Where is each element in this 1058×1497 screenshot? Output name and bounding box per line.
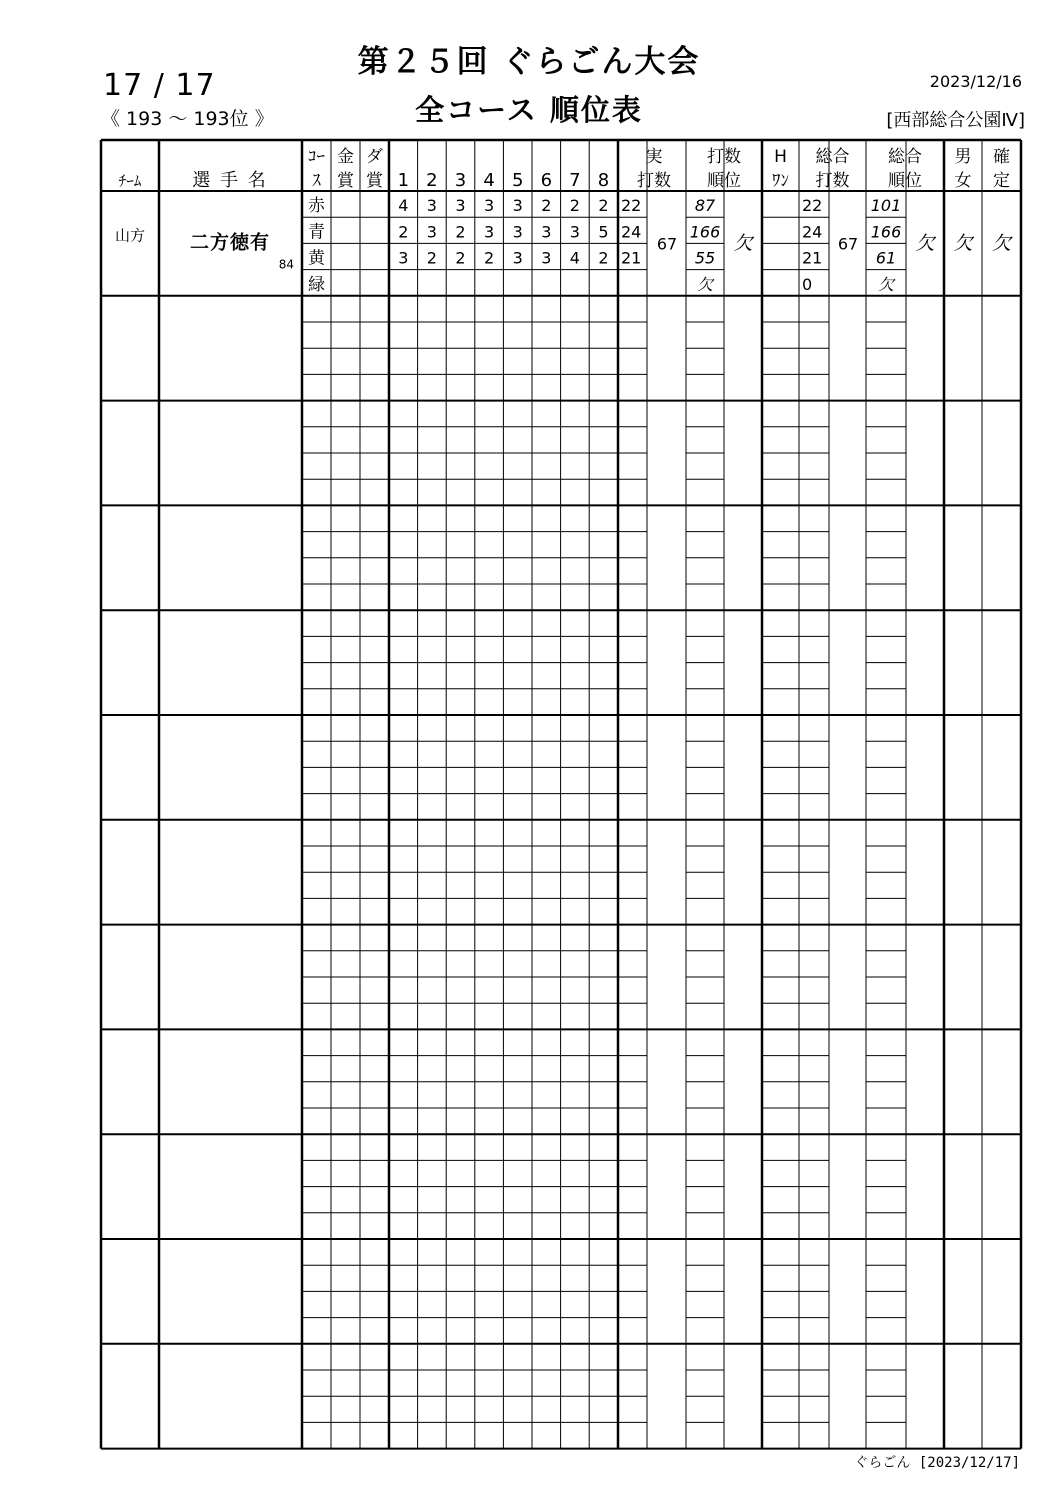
rank-range: 《 193 ～ 193位 》: [101, 108, 274, 130]
hole-score: 2: [598, 196, 609, 216]
player-team: 山方: [114, 226, 146, 245]
hole-score: 3: [541, 248, 552, 268]
course-rank: 欠: [696, 274, 714, 294]
header-hole: 7: [569, 170, 581, 191]
course-total-rank: 166: [870, 222, 902, 242]
course-total-strokes: 21: [802, 248, 823, 268]
header-stroke-rank-1: 打数: [707, 147, 741, 167]
header-course-2: ｽ: [312, 171, 321, 191]
hole-score: 3: [426, 222, 437, 242]
player-name: 二方徳有: [189, 231, 271, 254]
hole-score: 2: [455, 222, 466, 242]
actual-strokes: 67: [656, 234, 678, 254]
course-rank: 55: [694, 248, 716, 268]
hole-score: 3: [484, 222, 495, 242]
header-hole: 4: [483, 170, 495, 191]
hole-score: 3: [541, 222, 552, 242]
header-actual-2: 打数: [637, 171, 671, 191]
header-course-1: ｺｰ: [308, 147, 325, 167]
hole-score: 2: [484, 248, 495, 268]
page-subtitle: 全コース 順位表: [415, 93, 643, 127]
hole-score: 2: [569, 196, 580, 216]
header-team: ﾁｰﾑ: [118, 172, 142, 190]
course-rank: 166: [689, 222, 721, 242]
header-total-strokes-1: 総合: [815, 147, 850, 167]
header-hole: 3: [454, 170, 467, 191]
hole-score: 2: [455, 248, 466, 268]
course-total: 22: [621, 196, 642, 216]
stroke-rank: 欠: [733, 232, 753, 255]
hole-score: 3: [512, 222, 523, 242]
gender: 欠: [953, 232, 973, 255]
grand-total: 67: [837, 234, 859, 254]
hole-score: 2: [398, 222, 409, 242]
hole-score: 3: [569, 222, 580, 242]
venue: [西部総合公園Ⅳ]: [886, 110, 1025, 131]
course-total: 21: [621, 248, 642, 268]
course-name: 赤: [308, 196, 325, 217]
grand-rank: 欠: [915, 232, 935, 255]
course-total-strokes: 22: [802, 196, 823, 216]
hole-score: 3: [398, 248, 409, 268]
header-total-strokes-2: 打数: [815, 171, 850, 191]
confirmed: 欠: [991, 232, 1012, 255]
course-name: 青: [308, 222, 325, 243]
header-hole-in-one-2: ﾜﾝ: [772, 171, 789, 191]
header-da-1: ダ: [366, 147, 383, 167]
header-hole: 8: [597, 170, 610, 191]
header-gold-2: 賞: [337, 171, 354, 191]
header-hole: 6: [540, 170, 553, 191]
hole-score: 5: [598, 222, 609, 242]
header-hole-in-one-1: H: [774, 147, 787, 167]
hole-score: 3: [512, 248, 523, 268]
course-total-rank: 61: [875, 248, 897, 268]
course-total-rank: 欠: [877, 274, 895, 294]
header-gender-1: 男: [954, 147, 972, 167]
course-total-strokes: 0: [802, 274, 813, 294]
course-total-rank: 101: [870, 196, 902, 216]
hole-score: 2: [541, 196, 552, 216]
hole-score: 2: [598, 248, 609, 268]
header-hole: 1: [397, 170, 410, 191]
event-date: 2023/12/16: [929, 72, 1022, 91]
course-rank: 87: [694, 196, 716, 216]
hole-score: 3: [455, 196, 466, 216]
header-gold-1: 金: [337, 147, 354, 167]
hole-score: 3: [426, 196, 437, 216]
course-name: 黄: [308, 248, 325, 269]
hole-score: 4: [569, 248, 580, 268]
header-hole: 5: [511, 170, 524, 191]
header-total-rank-2: 順位: [888, 171, 922, 191]
hole-score: 2: [426, 248, 437, 268]
header-confirmed-1: 確: [993, 147, 1010, 167]
header-gender-2: 女: [954, 171, 972, 191]
course-total: 24: [621, 222, 642, 242]
header-hole: 2: [426, 170, 438, 191]
page-number: 17 / 17: [103, 68, 216, 103]
course-name: 緑: [308, 274, 325, 295]
hole-score: 4: [398, 196, 409, 216]
player-number: 84: [278, 257, 294, 272]
hole-score: 3: [512, 196, 523, 216]
header-da-2: 賞: [366, 171, 383, 191]
hole-score: 3: [484, 196, 495, 216]
header-stroke-rank-2: 順位: [707, 171, 741, 191]
course-total-strokes: 24: [802, 222, 823, 242]
header-confirmed-2: 定: [993, 171, 1010, 191]
header-total-rank-1: 総合: [888, 147, 922, 167]
header-player: 選 手 名: [192, 170, 268, 191]
page-title: 第２５回 ぐらごん大会: [357, 44, 701, 80]
footer: ぐらごん [2023/12/17]: [854, 1455, 1020, 1471]
header-actual-1: 実: [645, 147, 663, 167]
